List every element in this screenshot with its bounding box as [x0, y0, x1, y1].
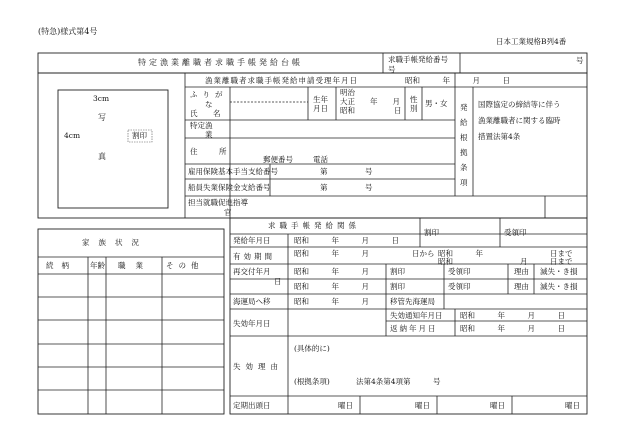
family-title: 家族状況	[82, 238, 148, 247]
reissue-receipt-1: 受領印	[448, 267, 471, 276]
birth-day: 日	[394, 106, 402, 115]
reissue-receipt-2: 受領印	[448, 282, 471, 291]
basis-label-3: 根	[460, 133, 468, 142]
family-col-occupation: 職業	[118, 261, 153, 270]
gender-label-1: 性	[410, 95, 418, 104]
reissue-reason-value-2[interactable]: 滅失・き損	[540, 282, 578, 291]
title-row-border	[38, 53, 587, 73]
birth-label-1: 生年	[313, 95, 328, 104]
periodic-weekday-1[interactable]: 曜日	[338, 401, 353, 410]
family-col-relation: 続柄	[46, 261, 77, 270]
family-col-age: 年齢	[90, 261, 105, 270]
furigana-label-2: な	[205, 100, 213, 109]
reissue-reason-label-1: 理由	[514, 267, 529, 276]
basis-label-2: 給	[460, 118, 468, 127]
booklet-no-suffix-2: 号	[388, 65, 396, 74]
expiry-notice-value[interactable]: 昭和 年 月 日	[460, 311, 565, 320]
validity-label: 有効期間	[233, 252, 275, 261]
form-number: (特急)様式第4号	[38, 27, 98, 36]
transfer-label: 海運局へ移	[233, 297, 271, 306]
validity-to-era: 昭和	[438, 257, 453, 266]
era-meiji: 明治	[340, 88, 355, 97]
seaman-ins-label: 船員失業保険金支給番号	[188, 183, 271, 192]
reissue-label-1: 再交付年月	[233, 267, 271, 276]
reissue-value-1[interactable]: 昭和 年 月	[294, 267, 369, 276]
officer-label-2: 官	[224, 208, 232, 217]
photo-width: 4cm	[64, 131, 81, 140]
validity-to[interactable]: 昭和 年	[438, 249, 483, 258]
basis-label-5: 条	[460, 163, 468, 172]
validity-from-day: 日から	[412, 249, 435, 258]
reissue-reason-value-1[interactable]: 滅失・き損	[540, 267, 578, 276]
reissue-seal-2: 割印	[390, 282, 405, 291]
family-col-other: その他	[166, 261, 204, 270]
name-label: 氏 名	[190, 109, 225, 118]
basis-text-3: 措置法第4条	[478, 132, 521, 141]
periodic-label: 定期出頭日	[233, 401, 271, 410]
basis-text-2: 漁業離職者に関する臨時	[478, 116, 561, 125]
issuance-seal: 割印	[424, 228, 439, 237]
return-date-value[interactable]: 昭和 年 月 日	[460, 324, 565, 333]
expiry-notice-label: 失効通知年月日	[390, 311, 443, 320]
ground-label: (根拠条項)	[294, 377, 330, 386]
validity-from[interactable]: 昭和 年 月	[294, 249, 369, 258]
issue-date-label: 発給年月日	[233, 236, 271, 245]
address-label: 住 所	[190, 147, 234, 156]
photo-seal: 割印	[132, 131, 147, 140]
specific-label: (具体的に)	[294, 344, 330, 353]
fishery-label-2: 業	[205, 130, 213, 139]
postal-label: 郵便番号	[263, 155, 293, 164]
emp-ins-label: 雇用保険基本手当支給番号	[188, 167, 278, 176]
era-taisho[interactable]: 大正 年 月	[340, 97, 400, 106]
reissue-reason-label-2: 理由	[514, 282, 529, 291]
form-title: 特定漁業離職者求職手帳発給台帳	[138, 58, 303, 67]
phone-label: 電話	[313, 155, 328, 164]
photo-label-top: 写	[98, 113, 106, 122]
era-showa: 昭和	[340, 106, 355, 115]
expiry-reason-label: 失効理由	[233, 362, 283, 371]
basis-text-1: 国際協定の締結等に伴う	[478, 100, 561, 109]
photo-height: 3cm	[93, 94, 110, 103]
reissue-value-2[interactable]: 昭和 年 月	[294, 282, 369, 291]
booklet-no-label: 求職手帳発給番号	[388, 55, 448, 64]
validity-to-month: 月	[520, 257, 528, 266]
gender-label-2: 別	[410, 104, 418, 113]
basis-label-1: 発	[460, 103, 468, 112]
booklet-no-suffix: 号	[576, 56, 584, 65]
periodic-weekday-3[interactable]: 曜日	[490, 401, 505, 410]
expiry-date-label: 失効年月日	[233, 319, 271, 328]
reissue-seal-1: 割印	[390, 267, 405, 276]
photo-box	[58, 90, 168, 208]
return-date-label: 返納年月日	[390, 324, 438, 333]
emp-ins-value[interactable]: 第 号	[320, 167, 373, 176]
reissue-label-2: 日	[274, 277, 282, 286]
app-date-value[interactable]: 昭和 年 月 日	[405, 76, 510, 85]
seaman-ins-value[interactable]: 第 号	[320, 183, 373, 192]
birth-label-2: 月日	[313, 104, 328, 113]
issuance-receipt-seal: 受領印	[504, 228, 527, 237]
ground-value[interactable]: 法第4条第4項第 号	[356, 377, 441, 386]
photo-label-bottom: 真	[98, 152, 106, 161]
gender-value[interactable]: 男・女	[425, 99, 448, 108]
officer-label-1: 担当就職促進指導	[188, 198, 248, 207]
basis-label-4: 拠	[460, 148, 468, 157]
transfer-bureau-label: 移管先海運局	[390, 297, 435, 306]
basis-label-6: 項	[460, 178, 468, 187]
periodic-weekday-2[interactable]: 曜日	[415, 401, 430, 410]
transfer-value[interactable]: 昭和 年 月	[294, 297, 369, 306]
paper-size: 日本工業規格B列4番	[496, 37, 567, 46]
validity-until-2: 日まで	[550, 257, 573, 266]
issuance-title: 求職手帳発給関係	[268, 221, 360, 230]
issue-date-value[interactable]: 昭和 年 月 日	[294, 236, 399, 245]
fishery-label-1: 特定漁	[190, 121, 213, 130]
app-date-label: 漁業離職者求職手帳発給申請受理年月日	[205, 76, 358, 85]
validity-until-1: 日まで	[550, 249, 573, 258]
furigana-label: ふりが	[190, 90, 228, 99]
periodic-weekday-4[interactable]: 曜日	[565, 401, 580, 410]
